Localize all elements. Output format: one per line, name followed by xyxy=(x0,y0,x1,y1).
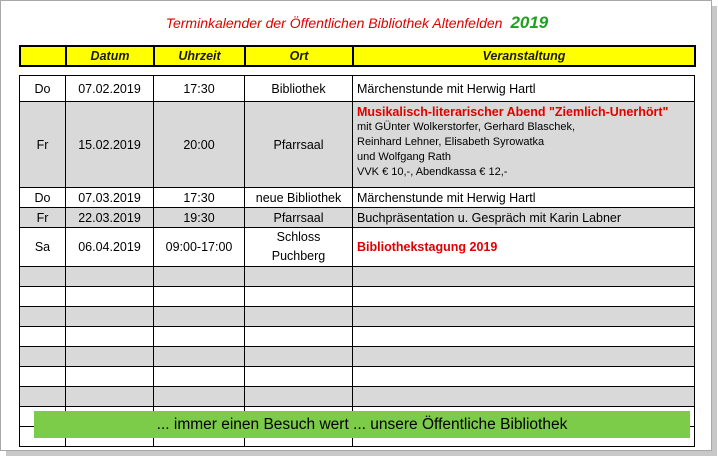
event-time: 17:30 xyxy=(154,188,245,208)
table-row xyxy=(20,102,695,188)
event-day: Sa xyxy=(20,228,66,267)
event-date: 06.04.2019 xyxy=(66,228,154,267)
event-title: Märchenstunde mit Herwig Hartl xyxy=(353,76,695,102)
header-place: Ort xyxy=(245,46,353,66)
title-year: 2019 xyxy=(510,13,549,32)
event-date: 07.02.2019 xyxy=(66,76,154,102)
event-date: 15.02.2019 xyxy=(66,102,154,188)
event-place: Schloss xyxy=(276,230,321,244)
table-row xyxy=(20,76,695,102)
events-table xyxy=(19,75,695,447)
header-row xyxy=(20,46,695,66)
event-place: Pfarrsaal xyxy=(245,102,353,188)
event-place-cell xyxy=(245,228,353,267)
event-detail-cell xyxy=(353,102,695,188)
header-event: Veranstaltung xyxy=(353,46,695,66)
empty-row xyxy=(20,267,695,287)
event-place: Bibliothek xyxy=(245,76,353,102)
empty-row xyxy=(20,287,695,307)
empty-row xyxy=(20,307,695,327)
event-time: 17:30 xyxy=(154,76,245,102)
event-title: Buchpräsentation u. Gespräch mit Karin Labner xyxy=(353,208,695,228)
event-place: neue Bibliothek xyxy=(245,188,353,208)
header-time: Uhrzeit xyxy=(154,46,245,66)
table-row xyxy=(20,188,695,208)
event-detail-line: VVK € 10,-, Abendkassa € 12,- xyxy=(357,166,508,178)
title-text: Terminkalender der Öffentlichen Bibliothek Altenfelden xyxy=(165,15,503,31)
event-detail-line: Reinhard Lehner, Elisabeth Syrowatka xyxy=(357,136,545,148)
event-time: 20:00 xyxy=(154,102,245,188)
table-row xyxy=(20,208,695,228)
header-day xyxy=(20,46,66,66)
table-row xyxy=(20,228,695,267)
shadow-bottom xyxy=(6,451,717,456)
event-title: Musikalisch-literarischer Abend "Ziemlich-Unerhört" xyxy=(357,105,669,119)
page-title xyxy=(1,13,713,33)
event-place: Pfarrsaal xyxy=(245,208,353,228)
event-day: Do xyxy=(20,76,66,102)
event-date: 22.03.2019 xyxy=(66,208,154,228)
event-place: Puchberg xyxy=(271,249,326,263)
event-time: 19:30 xyxy=(154,208,245,228)
event-date: 07.03.2019 xyxy=(66,188,154,208)
event-day: Do xyxy=(20,188,66,208)
empty-row xyxy=(20,367,695,387)
event-title: Märchenstunde mit Herwig Hartl xyxy=(353,188,695,208)
event-detail-line: mit GÜnter Wolkerstorfer, Gerhard Blaschek, xyxy=(357,121,576,133)
empty-row xyxy=(20,347,695,367)
shadow-right xyxy=(712,6,717,456)
header-date: Datum xyxy=(66,46,154,66)
empty-row xyxy=(20,327,695,347)
event-detail-line: und Wolfgang Rath xyxy=(357,151,451,163)
event-day: Fr xyxy=(20,102,66,188)
header-table xyxy=(19,45,696,67)
event-title: Bibliothekstagung 2019 xyxy=(353,228,695,267)
empty-row xyxy=(20,387,695,407)
event-time: 09:00-17:00 xyxy=(154,228,245,267)
slogan-banner: ... immer einen Besuch wert ... unsere Öffentliche Bibliothek xyxy=(34,411,690,438)
event-day: Fr xyxy=(20,208,66,228)
